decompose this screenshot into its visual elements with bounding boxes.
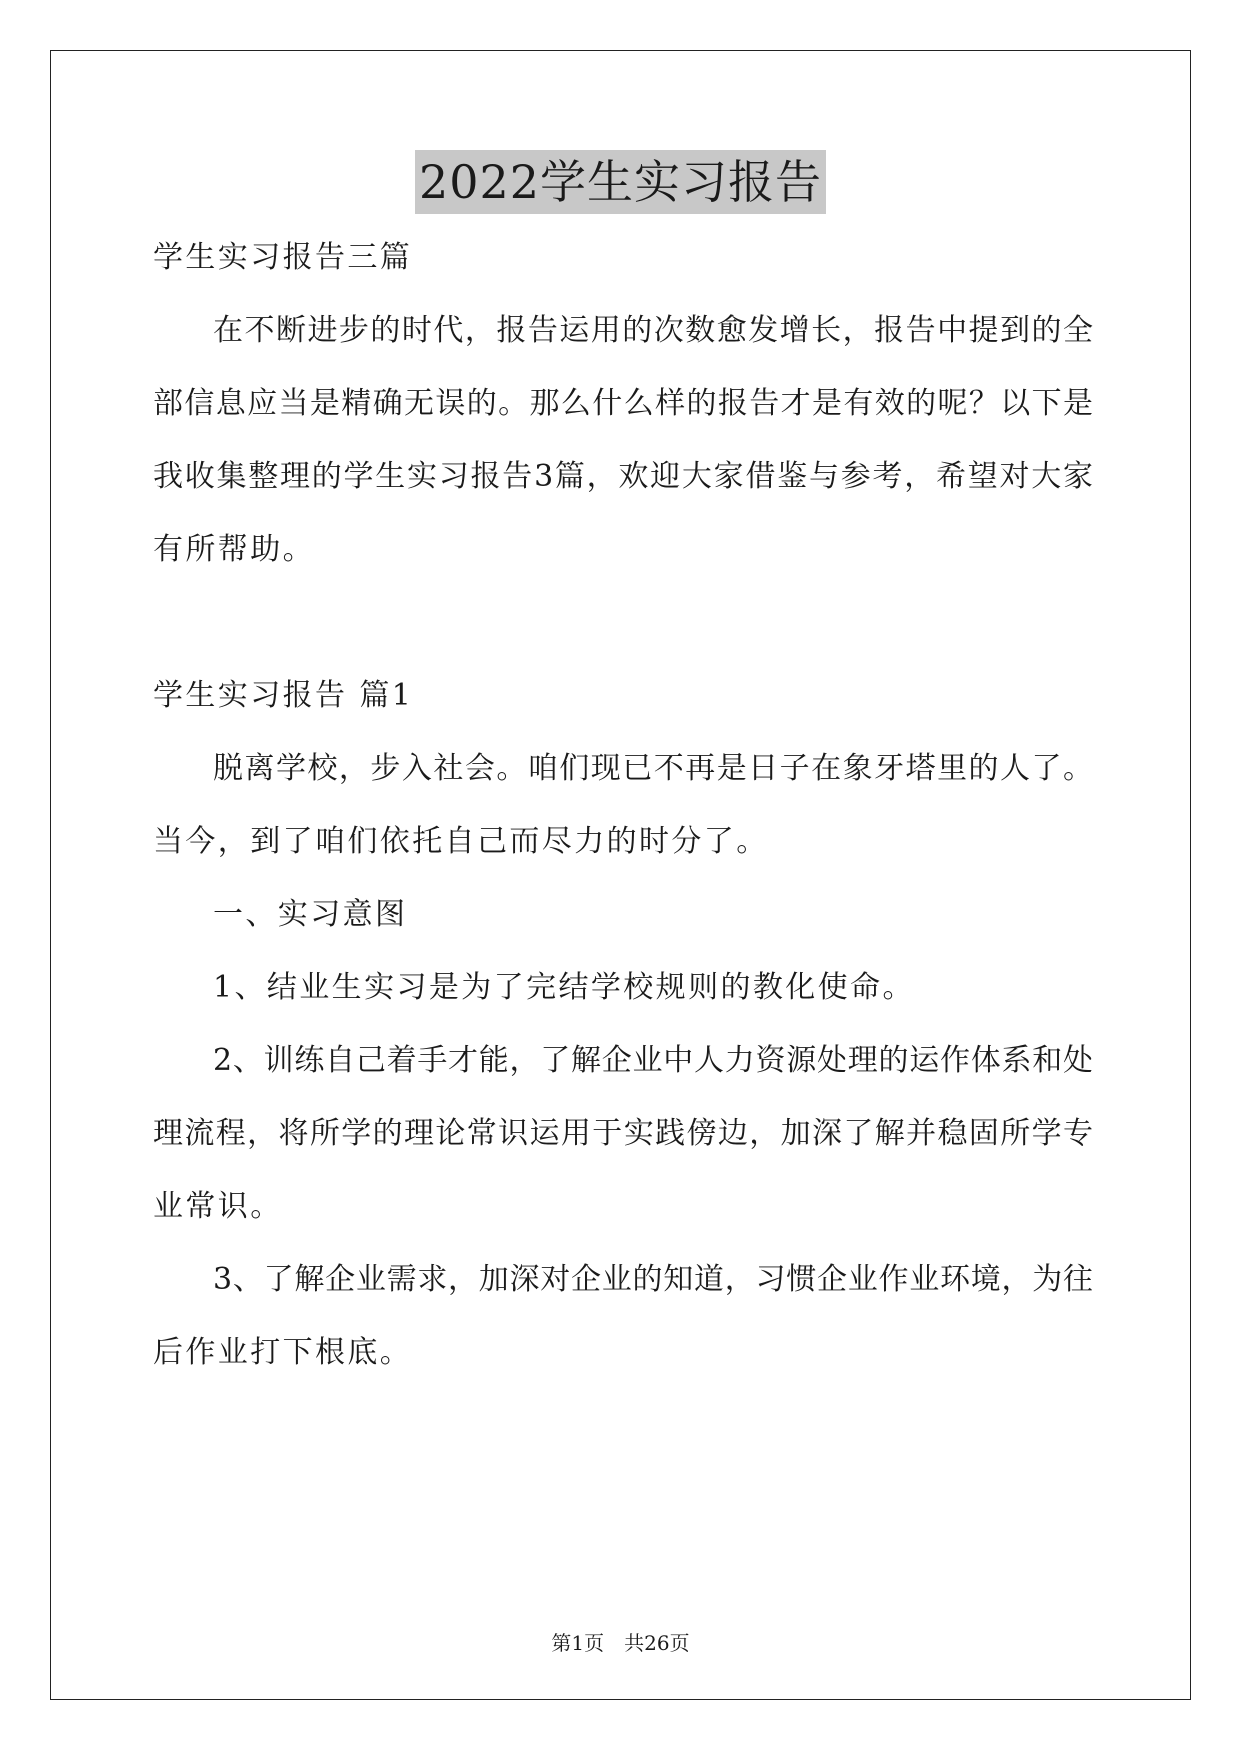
section-heading: 学生实习报告 篇1 [153,678,414,713]
paragraph-line: 我收集整理的学生实习报告3篇，欢迎大家借鉴与参考，希望对大家 [153,459,1093,494]
page-number-footer: 第1页 共26页 [551,1631,690,1655]
paragraph-line: 有所帮助。 [153,532,315,567]
paragraph-line: 后作业打下根底。 [153,1335,413,1370]
paragraph-line: 业常识。 [153,1189,283,1224]
paragraph-line: 部信息应当是精确无误的。那么什么样的报告才是有效的呢？以下是 [153,386,1093,421]
document-title: 2022学生实习报告 [415,150,826,214]
paragraph-line: 当今，到了咱们依托自己而尽力的时分了。 [153,824,769,859]
paragraph-line: 在不断进步的时代，报告运用的次数愈发增长，报告中提到的全 [213,313,1093,348]
paragraph-line: 脱离学校，步入社会。咱们现已不再是日子在象牙塔里的人了。 [213,751,1093,786]
title-container [0,150,1241,214]
paragraph-line: 理流程，将所学的理论常识运用于实践傍边，加深了解并稳固所学专 [153,1116,1093,1151]
list-item: 3、了解企业需求，加深对企业的知道，习惯企业作业环境，为往 [213,1262,1093,1297]
page-border [50,50,1191,1700]
subsection-heading: 一、实习意图 [213,897,408,932]
list-item: 1、结业生实习是为了完结学校规则的教化使命。 [213,970,915,1005]
list-item: 2、训练自己着手才能，了解企业中人力资源处理的运作体系和处 [213,1043,1093,1078]
section-heading: 学生实习报告三篇 [153,240,413,275]
